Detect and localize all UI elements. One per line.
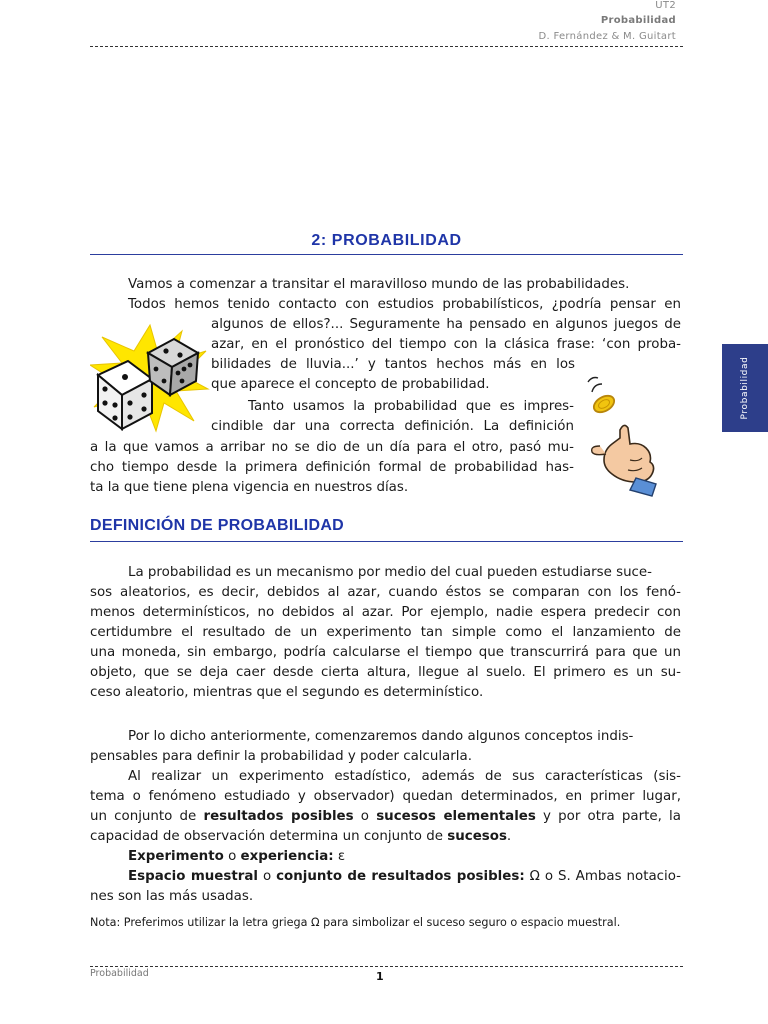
chapter-title: 2: PROBABILIDAD [311, 232, 462, 249]
concepts-line-5: un conjunto de resultados posibles o sucesos elementales y por otra parte, la [90, 809, 681, 824]
intro-line-7: Tanto usamos la probabilidad que es impres- [248, 399, 574, 414]
definition-experimento: Experimento o experiencia: ε [128, 849, 346, 864]
term-resultados-posibles: resultados posibles [203, 809, 354, 824]
concepts-line-6: capacidad de observación determina un conjunto de sucesos. [90, 829, 512, 844]
intro-line-6: que aparece el concepto de probabilidad. [211, 377, 490, 392]
definition-espacio-muestral-cont: nes son las más usadas. [90, 889, 254, 904]
intro-line-1: Vamos a comenzar a transitar el maravilloso mundo de las probabilidades. [128, 277, 630, 292]
footer-subject: Probabilidad [90, 968, 149, 979]
dice-illustration [90, 323, 210, 433]
hand-icon [592, 425, 656, 496]
intro-line-3: algunos de ellos?... Seguramente ha pensado en algunos juegos de [211, 317, 681, 332]
term-sucesos: sucesos [447, 829, 507, 844]
intro-line-11: ta la que tiene plena vigencia en nuestros días. [90, 480, 409, 495]
intro-line-2: Todos hemos tenido contacto con estudios probabilísticos, ¿podría pensar en [128, 297, 681, 312]
header-unit: UT2 [655, 0, 676, 11]
header-divider [90, 46, 683, 47]
side-tab-label: Probabilidad [740, 356, 750, 420]
coin-flip-illustration [580, 372, 670, 502]
def-line-6: objeto, que se deja caer desde cierta altura, llegue al suelo. El primero es un su- [90, 665, 681, 680]
title-underline [90, 254, 683, 255]
side-tab[interactable] [722, 344, 768, 432]
concepts-line-1: Por lo dicho anteriormente, comenzaremos dando algunos conceptos indis- [128, 729, 634, 744]
intro-line-4: azar, en el pronóstico del tiempo con la clásica frase: ‘con proba- [211, 337, 681, 352]
footer-divider [90, 966, 683, 967]
concepts-line-2: pensables para definir la probabilidad y poder calcularla. [90, 749, 472, 764]
footnote: Nota: Preferimos utilizar la letra griega Ω para simbolizar el suceso seguro o espacio muestral. [90, 916, 621, 929]
header-subject: Probabilidad [600, 15, 676, 26]
concepts-line-4: tema o fenómeno estudiado y observador) quedan determinados, en primer lugar, [90, 789, 681, 804]
header-authors: D. Fernández & M. Guitart [538, 31, 676, 42]
def-line-7: ceso aleatorio, mientras que el segundo es determinístico. [90, 685, 484, 700]
intro-line-10: cho tiempo desde la primera definición formal de probabilidad has- [90, 460, 574, 475]
term-sucesos-elementales: sucesos elementales [376, 809, 536, 824]
def-line-5: una moneda, sin embargo, podría calcularse el tiempo que transcurrirá para que un [90, 645, 681, 660]
motion-lines [588, 378, 602, 393]
def-line-2: sos aleatorios, es decir, debidos al azar, cuando éstos se comparan con los fenó- [90, 585, 681, 600]
page-number: 1 [376, 970, 384, 983]
definition-espacio-muestral: Espacio muestral o conjunto de resultados posibles: Ω o S. Ambas notacio- [128, 869, 682, 884]
intro-line-9: a la que vamos a arribar no se dio de un día para el otro, pasó mu- [90, 440, 574, 455]
coin-icon [591, 392, 617, 415]
def-line-4: certidumbre el resultado de un experimento tan simple como el lanzamiento de [90, 625, 681, 640]
concepts-line-3: Al realizar un experimento estadístico, además de sus características (sis- [128, 769, 681, 784]
intro-line-5: bilidades de lluvia...’ y tantos hechos más en los [211, 357, 575, 372]
section-title: DEFINICIÓN DE PROBABILIDAD [90, 517, 345, 534]
intro-line-8: cindible dar una correcta definición. La definición [211, 419, 574, 434]
def-line-3: menos determinísticos, no debidos al azar. Por ejemplo, nadie espera predecir con [90, 605, 681, 620]
section-underline [90, 541, 683, 542]
def-line-1: La probabilidad es un mecanismo por medio del cual pueden estudiarse suce- [128, 565, 652, 580]
